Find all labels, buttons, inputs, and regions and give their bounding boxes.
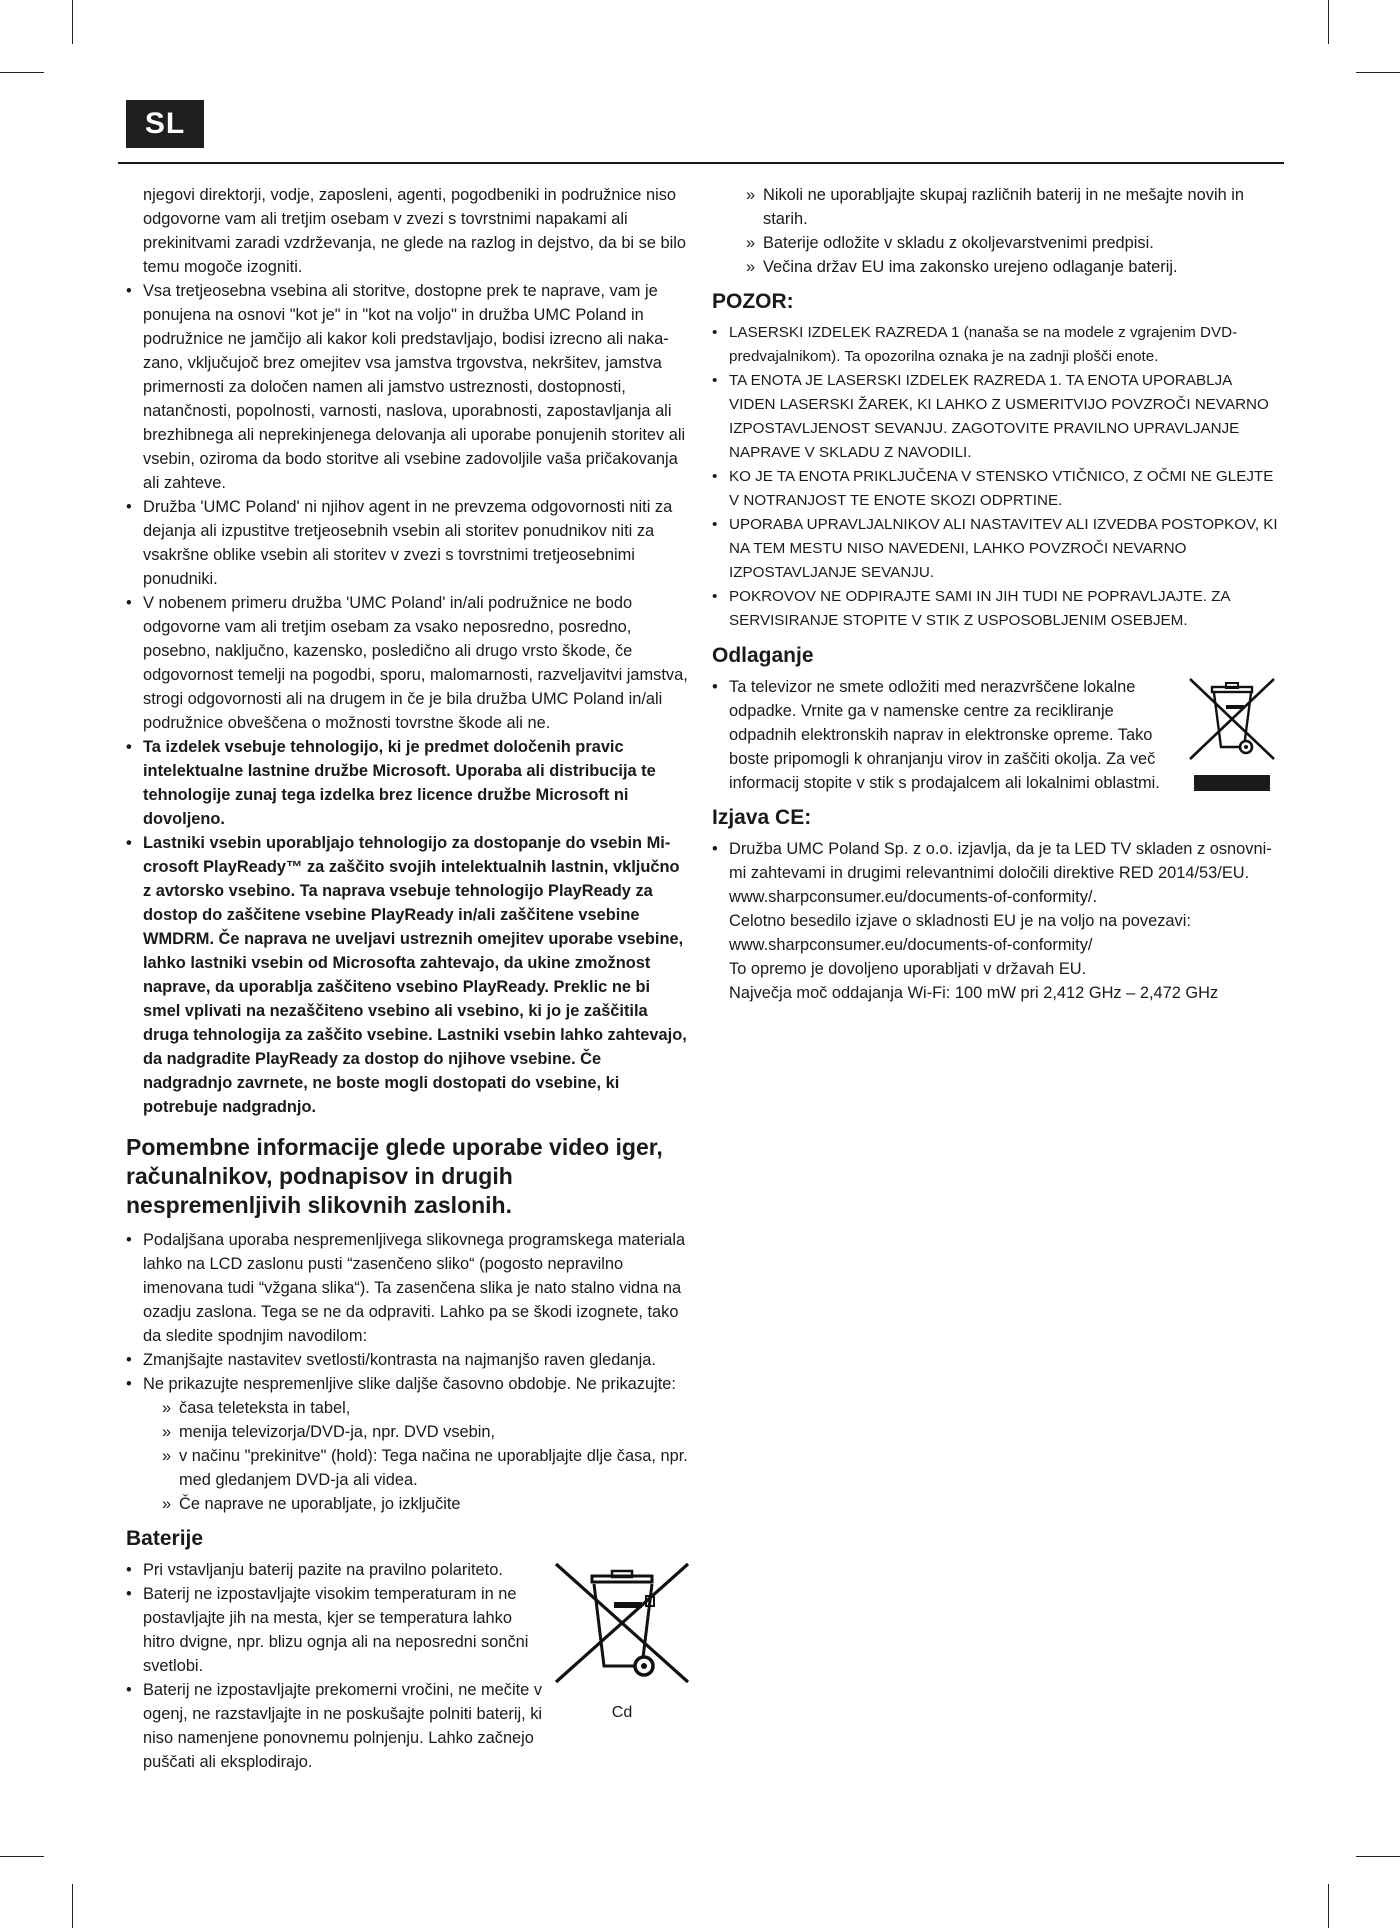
list-item: » Večina držav EU ima zakonsko urejeno odlaganje baterij. bbox=[746, 255, 1278, 279]
list-item: • Zmanjšajte nastavitev svetlosti/kontrasta na najmanjšo raven gledanja. bbox=[126, 1348, 688, 1372]
list-item: • POKROVOV NE ODPIRAJTE SAMI IN JIH TUDI NE POPRAVLJAJTE. ZA SERVISIRANJE STOPITE V STIK Z USPOSOBLJENIM OSEBJEM. bbox=[712, 585, 1278, 633]
disposal-heading: Odlaganje bbox=[712, 644, 814, 667]
crop-mark bbox=[0, 1856, 44, 1857]
crop-mark bbox=[1328, 1884, 1329, 1928]
list-item: • Pri vstavljanju baterij pazite na pravilno polariteto. bbox=[126, 1558, 544, 1582]
battery-heading: Baterije bbox=[126, 1527, 204, 1550]
ce-link: www.sharpconsumer.eu/documents-of-conformity/. bbox=[729, 888, 1098, 906]
list-item: • LASERSKI IZDELEK RAZREDA 1 (nanaša se na modele z vgrajenim DVD-predvajalnikom). Ta opozorilna oznaka je na zadnji plošči enote. bbox=[712, 321, 1278, 369]
liability-list bbox=[126, 279, 688, 1119]
disposal-list bbox=[712, 675, 1170, 795]
list-item: • Družba 'UMC Poland' ni njihov agent in ne prevzema odgovornosti niti za dejanja ali izpustitve tretjeosebnih vsebin ali storitev ponudnikov niti za vsakršne oblike vsebin ali storitev v zvezi s tovrstnimi tretjeosebnimi ponudniki. bbox=[126, 495, 688, 591]
header-rule bbox=[118, 162, 1284, 164]
list-item: • Lastniki vsebin uporabljajo tehnologijo za dostopanje do vsebin Microsoft PlayReady™ za zaščito svojih intelektualnih lastnin, vključno z avtorsko vsebino. Ta naprava vsebuje tehnologijo PlayReady za dostop do zaščitene vsebine PlayReady in/ali zaščitene vsebine WMDRM. Če naprava ne uveljavi ustreznih omejitev uporabe vsebine, lahko lastniki vsebin od Microsofta zahtevajo, da ukine zmožnost naprave, da uporablja zaščiteno vsebino PlayReady. Preklic ne bi smel vplivati na nezaščiteno vsebino ali vsebino, ki jo je zaščitila druga tehnologija za zaščito vsebine. Lastniki vsebin lahko zahtevajo, da nadgradite PlayReady za dostop do njihove vsebine. Če nadgradnjo zavrnete, ne boste mogli dostopati do vsebine, ki potrebuje nadgradnjo. bbox=[126, 831, 688, 1119]
crop-mark bbox=[1356, 72, 1400, 73]
crossed-wheelie-bin-icon bbox=[554, 1562, 690, 1725]
list-item: • UPORABA UPRAVLJALNIKOV ALI NASTAVITEV ALI IZVEDBA POSTOPKOV, KI NA TEM MESTU NISO NAVEDENI, LAHKO POVZROČI NEVARNO IZPOSTAVLJANJE SEVANJU. bbox=[712, 513, 1278, 585]
list-item: • TA ENOTA JE LASERSKI IZDELEK RAZREDA 1. TA ENOTA UPORABLJA VIDEN LASERSKI ŽAREK, KI LAHKO Z USMERITVIJO POVZROČI NEVARNO IZPOSTAVLJENOST SEVANJU. ZAGOTOVITE PRAVILNO UPRAVLJANJE NAPRAVE V SKLADU Z NAVODILI. bbox=[712, 369, 1278, 465]
crossed-wheelie-bin-icon bbox=[1188, 675, 1276, 800]
video-section-heading: Pomembne informacije glede uporabe video iger, računalnikov, podnapisov in drugih nespremenljivih slikovnih zaslonih. bbox=[126, 1134, 663, 1218]
ce-heading: Izjava CE: bbox=[712, 806, 812, 829]
list-item bbox=[712, 837, 1278, 1005]
crop-mark bbox=[0, 72, 44, 73]
list-item: • Baterij ne izpostavljajte visokim temperaturam in ne postavljajte jih na mesta, kjer se temperatura lahko hitro dvigne, npr. blizu ognja ali na neposredni sončni svetlobi. bbox=[126, 1582, 544, 1678]
crossed-wheelie-bin-icon bbox=[554, 1562, 690, 1690]
ce-line: To opremo je dovoljeno uporabljati v državah EU. bbox=[729, 960, 1087, 978]
pozor-heading: POZOR: bbox=[712, 290, 794, 313]
list-item: • Ne prikazujte nespremenljive slike daljše časovno obdobje. Ne prikazujte: bbox=[126, 1372, 688, 1396]
crop-mark bbox=[1356, 1856, 1400, 1857]
crop-mark bbox=[72, 1884, 73, 1928]
list-item: • KO JE TA ENOTA PRIKLJUČENA V STENSKO VTIČNICO, Z OČMI NE GLEJTE V NOTRANJOST TE ENOTE SKOZI ODPRTINE. bbox=[712, 465, 1278, 513]
list-item: » časa teleteksta in tabel, bbox=[162, 1396, 688, 1420]
ce-list bbox=[712, 837, 1278, 1005]
left-column bbox=[126, 183, 688, 1774]
crossed-wheelie-bin-icon bbox=[1188, 675, 1276, 793]
battery-list bbox=[126, 1558, 544, 1774]
language-badge: SL bbox=[126, 100, 204, 148]
right-column bbox=[712, 183, 1278, 1005]
list-item: • Podaljšana uporaba nespremenljivega slikovnega programskega materiala lahko na LCD zaslonu pusti “zasenčeno sliko“ (pogosto nepravilno imenovana tudi “vžgana slika“). Ta zasenčena slika je nato stalno vidna na ozadju zaslona. Tega se ne da odpraviti. Lahko pa se škodi izognete, tako da sledite spodnjim navodilom: bbox=[126, 1228, 688, 1348]
list-item: » Če naprave ne uporabljate, jo izključite bbox=[162, 1492, 688, 1516]
list-item: » menija televizorja/DVD-ja, npr. DVD vsebin, bbox=[162, 1420, 688, 1444]
video-sublist bbox=[162, 1396, 688, 1516]
list-item: » Baterije odložite v skladu z okoljevarstvenimi predpisi. bbox=[746, 231, 1278, 255]
battery-sublist bbox=[746, 183, 1278, 279]
ce-line: Največja moč oddajanja Wi-Fi: 100 mW pri 2,412 GHz – 2,472 GHz bbox=[729, 984, 1219, 1002]
disposal-section bbox=[712, 675, 1278, 795]
list-item: • V nobenem primeru družba 'UMC Poland' in/ali podružnice ne bodo odgovorne vam ali tretjim osebam za vsako neposredno, posredno, posebno, naključno, kazensko, posledično ali drugo vrsto škode, če odgovornost temelji na pogodbi, sporu, malomarnosti, razveljavitvi jamstva, strogi odgovornosti ali na drugem in če je bila družba UMC Poland in/ali podružnice obveščena o možnosti tovrstne škode ali ne. bbox=[126, 591, 688, 735]
list-item: » Nikoli ne uporabljajte skupaj različnih baterij in ne mešajte novih in starih. bbox=[746, 183, 1278, 231]
list-item: » v načinu "prekinitve" (hold): Tega načina ne uporabljajte dlje časa, npr. med gledanjem DVD-ja ali videa. bbox=[162, 1444, 688, 1492]
ce-line: Celotno besedilo izjave o skladnosti EU je na voljo na povezavi: www.sharpconsumer.eu/documents-of-conformity/ bbox=[729, 912, 1191, 954]
cd-label: Cd bbox=[611, 1704, 633, 1721]
crop-mark bbox=[72, 0, 73, 44]
crop-mark bbox=[1328, 0, 1329, 44]
pozor-list bbox=[712, 321, 1278, 633]
intro-paragraph: njegovi direktorji, vodje, zaposleni, agenti, pogodbeniki in podružnice niso odgovorne vam ali tretjim osebam v zvezi s tovrstnimi napakami ali prekinitvami zaradi vzdrževanja, ne glede na razlog in dejstvo, da bi se bilo temu mogoče izogniti. bbox=[143, 186, 687, 276]
ce-line: Družba UMC Poland Sp. z o.o. izjavlja, da je ta LED TV skladen z osnovnimi zahtevami in drugimi relevantnimi določili direktive RED 2014/53/EU. bbox=[729, 840, 1272, 882]
list-item: • Ta izdelek vsebuje tehnologijo, ki je predmet določenih pravic intelektualne lastnine družbe Microsoft. Uporaba ali distribucija te tehnologije zunaj tega izdelka brez licence družbe Microsoft ni dovoljeno. bbox=[126, 735, 688, 831]
battery-section bbox=[126, 1558, 688, 1774]
list-item: • Vsa tretjeosebna vsebina ali storitve, dostopne prek te naprave, vam je ponujena na osnovi "kot je" in "kot na voljo" in družba UMC Poland in podružnice ne jamčijo ali kakor koli predstavljajo, bodisi izrecno ali nakazano, vključujoč brez omejitev vsa jamstva trgovstva, nekršitev, jamstva primernosti za določen namen ali jamstvo ustreznosti, dostopnosti, natančnosti, popolnosti, varnosti, naslova, uporabnosti, zapostavljanja ali brezhibnega ali neprekinjenega delovanja ali uporabe ponujenih storitev ali vsebin, oziroma da bodo storitve ali vsebine zadovoljile vaša pričakovanja ali zahteve. bbox=[126, 279, 688, 495]
list-item: • Ta televizor ne smete odložiti med nerazvrščene lokalne odpadke. Vrnite ga v namenske centre za recikliranje odpadnih elektronskih naprav in elektronske opreme. Tako boste pripomogli k ohranjanju virov in zaščiti okolja. Za več informacij stopite v stik s prodajalcem ali lokalnimi oblastmi. bbox=[712, 675, 1170, 795]
list-item: • Baterij ne izpostavljajte prekomerni vročini, ne mečite v ogenj, ne razstavljajte in ne poskušajte polniti baterij, ki niso namenjene ponovnemu polnjenju. Lahko začnejo puščati ali eksplodirajo. bbox=[126, 1678, 544, 1774]
video-list bbox=[126, 1228, 688, 1396]
